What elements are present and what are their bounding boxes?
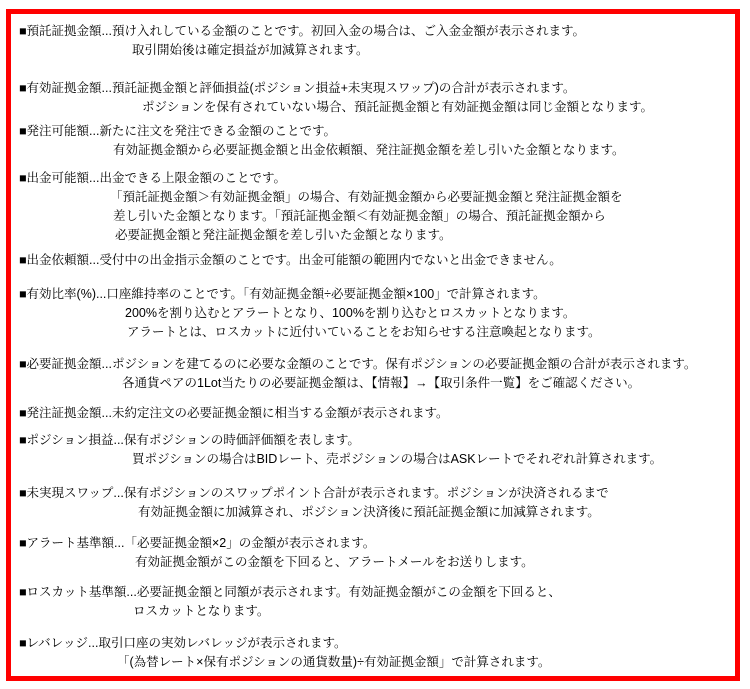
definition-term-line-order-margin: ■発注証拠金額...未約定注文の必要証拠金額に相当する金額が表示されます。: [19, 406, 449, 420]
definition-term-line-deposit-margin: ■預託証拠金額...預け入れしている金額のことです。初回入金の場合は、ご入金金額が表示されます。: [19, 24, 585, 38]
definition-term-line-orderable-amount: ■発注可能額...新たに注文を発注できる金額のことです。: [19, 124, 336, 138]
definition-detail-line-margin-ratio-1: 200%を割り込むとアラートとなり、100%を割り込むとロスカットとなります。: [125, 306, 576, 320]
definition-detail-line-required-margin-1: 各通貨ペアの1Lot当たりの必要証拠金額は、【情報】→【取引条件一覧】をご確認ください。: [122, 376, 641, 390]
definition-term-line-margin-ratio: ■有効比率(%)...口座維持率のことです。「有効証拠金額÷必要証拠金額×100」で計算されます。: [19, 287, 546, 301]
definition-detail-line-leverage-1: 「(為替レート×保有ポジションの通貨数量)÷有効証拠金額」で計算されます。: [117, 655, 551, 669]
definition-detail-line-withdrawable-amount-3: 必要証拠金額と発注証拠金額を差し引いた金額となります。: [115, 228, 452, 242]
definition-detail-line-margin-ratio-2: アラートとは、ロスカットに近付いていることをお知らせする注意喚起となります。: [127, 325, 601, 339]
definition-detail-line-deposit-margin-1: 取引開始後は確定損益が加減算されます。: [132, 43, 369, 57]
definition-detail-line-position-pl-1: 買ポジションの場合はBIDレート、売ポジションの場合はASKレートでそれぞれ計算されます。: [132, 452, 663, 466]
definition-term-line-withdrawable-amount: ■出金可能額...出金できる上限金額のことです。: [19, 171, 286, 185]
definition-term-line-alert-threshold: ■アラート基準額...「必要証拠金額×2」の金額が表示されます。: [19, 536, 376, 550]
definition-term-line-loss-cut-threshold: ■ロスカット基準額...必要証拠金額と同額が表示されます。有効証拠金額がこの金額を下回ると、: [19, 585, 561, 599]
definition-detail-line-unrealized-swap-1: 有効証拠金額に加減算され、ポジション決済後に預託証拠金額に加減算されます。: [138, 505, 600, 519]
definition-term-line-unrealized-swap: ■未実現スワップ...保有ポジションのスワップポイント合計が表示されます。ポジションが決済されるまで: [19, 486, 609, 500]
definition-detail-line-loss-cut-threshold-1: ロスカットとなります。: [133, 604, 270, 618]
definition-term-line-withdrawal-request-amount: ■出金依頼額...受付中の出金指示金額のことです。出金可能額の範囲内でないと出金できません。: [19, 253, 562, 267]
definition-term-line-effective-margin: ■有効証拠金額...預託証拠金額と評価損益(ポジション損益+未実現スワップ)の合計が表示されます。: [19, 81, 576, 95]
definition-detail-line-withdrawable-amount-2: 差し引いた金額となります。「預託証拠金額＜有効証拠金額」の場合、預託証拠金額から: [113, 209, 606, 223]
definition-term-line-leverage: ■レバレッジ...取引口座の実効レバレッジが表示されます。: [19, 636, 347, 650]
definition-detail-line-withdrawable-amount-1: 「預託証拠金額＞有効証拠金額」の場合、有効証拠金額から必要証拠金額と発注証拠金額を: [110, 190, 623, 204]
definition-detail-line-alert-threshold-1: 有効証拠金額がこの金額を下回ると、アラートメールをお送りします。: [135, 555, 534, 569]
definition-term-line-position-pl: ■ポジション損益...保有ポジションの時価評価額を表します。: [19, 433, 360, 447]
definition-term-line-required-margin: ■必要証拠金額...ポジションを建てるのに必要な金額のことです。保有ポジションの必要証拠金額の合計が表示されます。: [19, 357, 697, 371]
definition-detail-line-effective-margin-1: ポジションを保有されていない場合、預託証拠金額と有効証拠金額は同じ金額となります。: [142, 100, 653, 114]
definition-detail-line-orderable-amount-1: 有効証拠金額から必要証拠金額と出金依頼額、発注証拠金額を差し引いた金額となります。: [113, 143, 625, 157]
